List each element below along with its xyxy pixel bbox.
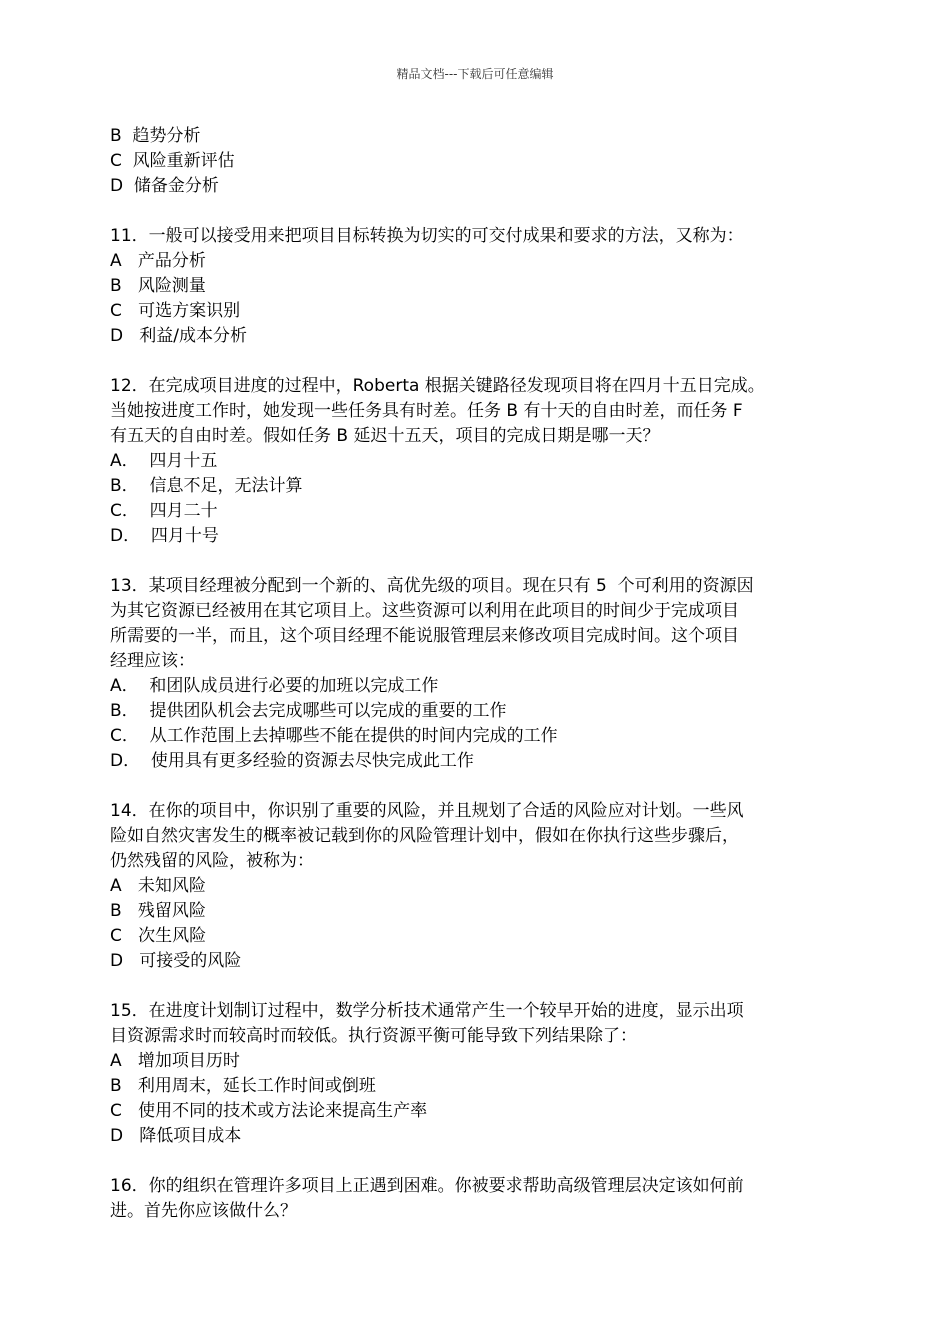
question-text: 进。首先你应该做什么？: [110, 1201, 297, 1221]
question-text: 15．在进度计划制订过程中，数学分析技术通常产生一个较早开始的进度，显示出项: [110, 1001, 744, 1021]
question-text: 14．在你的项目中，你识别了重要的风险，并且规划了合适的风险应对计划。一些风: [110, 801, 744, 821]
option-a: A． 和团队成员进行必要的加班以完成工作: [110, 676, 439, 696]
question-text: 11．一般可以接受用来把项目目标转换为切实的可交付成果和要求的方法，又称为：: [110, 226, 744, 246]
option-d: D 储备金分析: [110, 176, 219, 196]
question-16: [110, 1174, 840, 1224]
page-header: 精品文档---下载后可任意编辑: [396, 67, 554, 81]
option-d: D 利益/成本分析: [110, 326, 248, 346]
option-b: B 利用周末，延长工作时间或倒班: [110, 1076, 376, 1096]
block-options-10: [110, 124, 840, 199]
question-text: 12．在完成项目进度的过程中，Roberta 根据关键路径发现项目将在四月十五日完成。: [110, 376, 765, 396]
document-body: [110, 124, 840, 1224]
spacer: [110, 199, 840, 224]
option-c: C． 从工作范围上去掉哪些不能在提供的时间内完成的工作: [110, 726, 558, 746]
option-b: B 风险测量: [110, 276, 206, 296]
question-text: 目资源需求时而较高时而较低。执行资源平衡可能导致下列结果除了：: [110, 1026, 637, 1046]
question-text: 13．某项目经理被分配到一个新的、高优先级的项目。现在只有 5 个可利用的资源因: [110, 576, 754, 596]
option-c: C． 四月二十: [110, 501, 218, 521]
option-c: C 使用不同的技术或方法论来提高生产率: [110, 1101, 428, 1121]
option-a: A 未知风险: [110, 876, 206, 896]
question-14: [110, 799, 840, 974]
question-text: 险如自然灾害发生的概率被记载到你的风险管理计划中，假如在你执行这些步骤后，: [110, 826, 739, 846]
question-text: 有五天的自由时差。假如任务 B 延迟十五天，项目的完成日期是哪一天？: [110, 426, 660, 446]
option-a: A． 四月十五: [110, 451, 218, 471]
option-d: D 降低项目成本: [110, 1126, 242, 1146]
option-b: B 残留风险: [110, 901, 206, 921]
question-12: [110, 374, 840, 549]
spacer: [110, 349, 840, 374]
option-d: D． 使用具有更多经验的资源去尽快完成此工作: [110, 751, 474, 771]
option-c: C 次生风险: [110, 926, 207, 946]
question-11: [110, 224, 840, 349]
spacer: [110, 774, 840, 799]
option-a: A 增加项目历时: [110, 1051, 240, 1071]
spacer: [110, 974, 840, 999]
option-b: B 趋势分析: [110, 126, 201, 146]
option-c: C 风险重新评估: [110, 151, 235, 171]
option-d: D 可接受的风险: [110, 951, 242, 971]
option-d: D． 四月十号: [110, 526, 219, 546]
option-c: C 可选方案识别: [110, 301, 241, 321]
option-b: B． 提供团队机会去完成哪些可以完成的重要的工作: [110, 701, 507, 721]
option-b: B． 信息不足，无法计算: [110, 476, 303, 496]
question-text: 当她按进度工作时，她发现一些任务具有时差。任务 B 有十天的自由时差，而任务 F: [110, 401, 743, 421]
question-13: [110, 574, 840, 774]
question-15: [110, 999, 840, 1149]
spacer: [110, 549, 840, 574]
question-text: 经理应该：: [110, 651, 195, 671]
question-text: 仍然残留的风险，被称为：: [110, 851, 314, 871]
question-text: 所需要的一半，而且，这个项目经理不能说服管理层来修改项目完成时间。这个项目: [110, 626, 739, 646]
option-a: A 产品分析: [110, 251, 206, 271]
question-text: 为其它资源已经被用在其它项目上。这些资源可以利用在此项目的时间少于完成项目: [110, 601, 739, 621]
question-text: 16．你的组织在管理许多项目上正遇到困难。你被要求帮助高级管理层决定该如何前: [110, 1176, 744, 1196]
spacer: [110, 1149, 840, 1174]
